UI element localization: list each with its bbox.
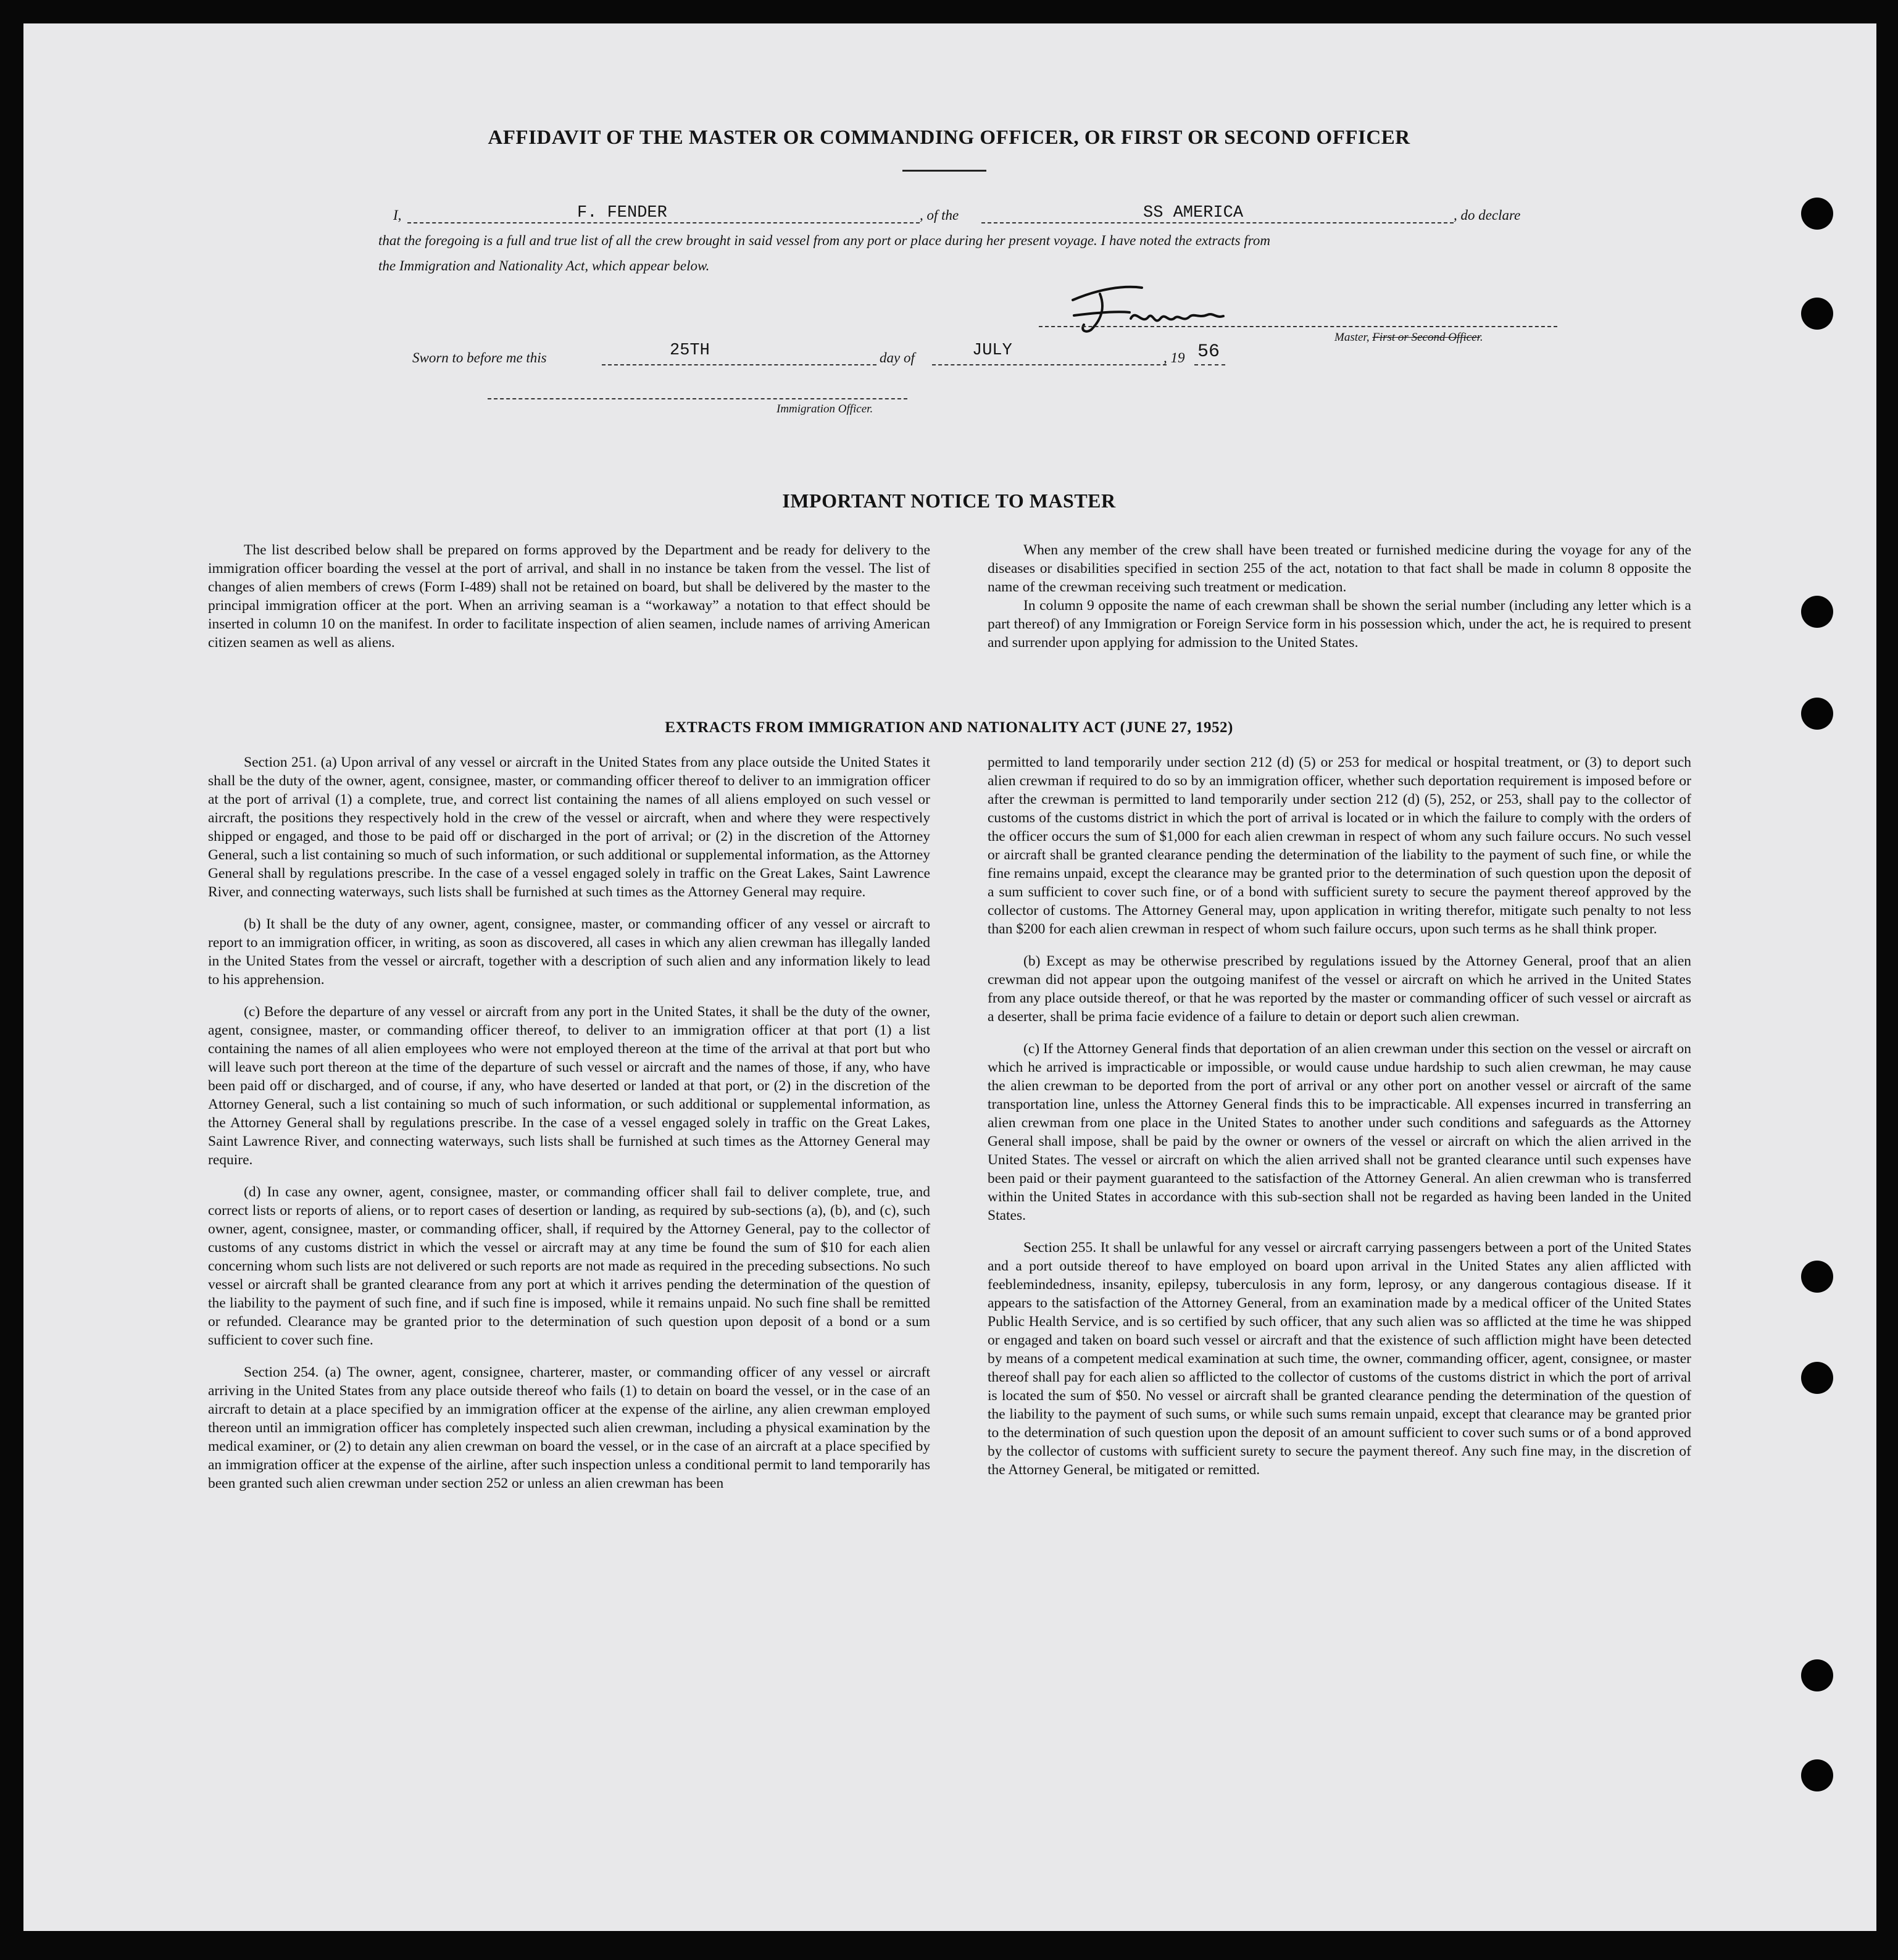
notice-heading: IMPORTANT NOTICE TO MASTER xyxy=(782,490,1116,512)
month-line xyxy=(932,364,1167,365)
signature-caption-struck: First or Second Officer xyxy=(1372,331,1480,344)
section-254-a: Section 254. (a) The owner, agent, consignee, charterer, master, or commanding officer of any vessel or aircraft arriving in the United States from any place outside thereof who fails (1) to detain on board the vessel, or in the case of an aircraft to detain at a place specified by an immigration officer at the expense of the airline, any alien crewman employed thereon until an immigration officer has completely inspected such alien crewman, including a physical examination by the medical examiner, or (2) to detain any alien crewman on board the vessel, or in the case of an aircraft at a place specified by an immigration officer at the expense of the airline, after such inspection unless a conditional permit to land temporarily has been granted such alien crewman under section 252 or unless an alien crewman has been xyxy=(208,1364,930,1491)
notice-right-text-2: In column 9 opposite the name of each crewman shall be shown the serial number (including any letter which is a part thereof) of any Immigration or Foreign Service form in his possession which, under the act, he is required to present and surrender upon applying for admission to the United States. xyxy=(988,598,1691,651)
signature-line xyxy=(1039,326,1557,327)
immigration-officer-label: Immigration Officer. xyxy=(776,402,873,415)
binder-hole xyxy=(1801,298,1833,330)
notice-right-column xyxy=(988,541,1691,665)
signature-caption xyxy=(1334,331,1483,344)
section-254-c: (c) If the Attorney General finds that deportation of an alien crewman under this section on the vessel or aircraft on which he arrived is impracticable or impossible, or would cause undue hardship to such alien crewman, he may cause the alien crewman to be deported from the port of arrival or any other port on another vessel or aircraft of the same transportation line, unless the Attorney General finds this to be impracticable. All expenses incurred in transferring an alien crewman from one place in the United States to another under such conditions and safeguards as the Attorney General shall impose, shall be paid by the owner or owners of the vessel or aircraft on which the alien arrived in the United States. The vessel or aircraft on which the alien arrived shall not be granted clearance until such expenses have been paid or their payment guaranteed to the satisfaction of the Attorney General. An alien crewman who is transferred within the United States in accordance with this sub-section shall not be regarded as having been landed in the United States. xyxy=(988,1041,1691,1224)
day-line xyxy=(602,364,876,365)
name-line xyxy=(407,222,920,223)
master-signature xyxy=(1062,281,1247,337)
notice-left-column xyxy=(208,541,930,665)
signature-caption-end: . xyxy=(1480,331,1483,344)
binder-hole xyxy=(1801,198,1833,230)
year-prefix: , 19 xyxy=(1163,350,1185,365)
do-declare-label: , do declare xyxy=(1454,207,1521,223)
section-251-c: (c) Before the departure of any vessel or aircraft from any port in the United States, it shall be the duty of the owner, agent, consignee, master, or commanding officer thereof, to deliver to an immigration officer at that port (1) a list containing the names of all alien employees who were not employed thereon at the time of the arrival at that port but who will leave such port thereon at the time of the departure of such vessel or aircraft and the names of those, if any, who have been paid off or discharged, and of course, if any, who have deserted or landed at that port, or (2) in the discretion of the Attorney General, such a list containing so much of such information, or such additional or supplemental information, as the Attorney General shall by regulations prescribe. In the case of a vessel engaged solely in traffic on the Great Lakes, Saint Lawrence River, and connecting waterways, such lists shall be furnished at such times as the Attorney General may require. xyxy=(208,1004,930,1168)
notice-right-text-1: When any member of the crew shall have been treated or furnished medicine during the voyage for any of the diseases or disabilities specified in section 255 of the act, notation to that fact shall be made in column 8 opposite the name of the crewman receiving such treatment or medication. xyxy=(988,542,1691,595)
year-line xyxy=(1194,364,1225,365)
sworn-month: JULY xyxy=(972,341,1012,360)
binder-hole xyxy=(1801,1759,1833,1791)
declaration-statement-1: that the foregoing is a full and true list of all the crew brought in said vessel from any port or place during her present voyage. I have noted the extracts from xyxy=(378,233,1270,248)
vessel-line xyxy=(981,222,1454,223)
section-251-d: (d) In case any owner, agent, consignee, master, or commanding officer shall fail to deliver complete, true, and correct lists or reports of aliens, or to report cases of desertion or landing, as required by sub-sections (a), (b), and (c), such owner, agent, consignee, master, or commanding officer, shall, if required by the Attorney General, pay to the collector of customs of any customs district in which the vessel or aircraft may at any time be found the sum of $10 for each alien concerning whom such lists are not delivered or such reports are not made as required in the preceding subsections. No such vessel or aircraft shall be granted clearance from any port at which it arrives pending the determination of the question of the liability to the payment of such fine, and if such fine is imposed, while it remains unpaid. No such fine shall be remitted or refunded. Clearance may be granted prior to the determination of such question upon deposit of a bond or a sum sufficient to cover such fine. xyxy=(208,1184,930,1348)
signature-caption-master: Master, xyxy=(1334,331,1370,344)
of-the-label: , of the xyxy=(920,207,959,223)
section-251-a: Section 251. (a) Upon arrival of any vessel or aircraft in the United States from any place outside the United States it shall be the duty of the owner, agent, consignee, master, or commanding officer thereof to deliver to an immigration officer at the port of arrival (1) a complete, true, and correct list containing the names of all aliens employed on such vessel or aircraft, the positions they respectively hold in the crew of the vessel or aircraft, when and where they were respectively shipped or engaged, and those to be paid off or discharged in the port of arrival; or (2) in the discretion of the Attorney General, such a list containing so much of such information, or such additional or supplemental information, as the Attorney General shall by regulations prescribe. In the case of a vessel engaged solely in traffic on the Great Lakes, Saint Lawrence River, and connecting waterways, such lists shall be furnished at such times as the Attorney General may require. xyxy=(208,754,930,900)
sworn-day: 25TH xyxy=(670,341,710,360)
extracts-heading: EXTRACTS FROM IMMIGRATION AND NATIONALITY ACT (JUNE 27, 1952) xyxy=(665,719,1233,736)
i-label: I, xyxy=(393,207,402,223)
day-of-label: day of xyxy=(880,350,915,365)
binder-hole xyxy=(1801,698,1833,730)
sworn-year: 56 xyxy=(1197,341,1220,362)
binder-hole xyxy=(1801,1362,1833,1394)
affidavit-title: AFFIDAVIT OF THE MASTER OR COMMANDING OFFICER, OR FIRST OR SECOND OFFICER xyxy=(488,127,1410,149)
extracts-right-column xyxy=(988,753,1691,1493)
section-254-a-continued: permitted to land temporarily under section 212 (d) (5) or 253 for medical or hospital treatment, or (3) to deport such alien crewman if required to do so by an immigration officer, whether such deportation requirement is imposed before or after the crewman is permitted to land temporarily under section 212 (d) (5), 252, or 253, shall pay to the collector of customs of the customs district in which the port of arrival is located or in which the failure to comply with the orders of the officer occurs the sum of $1,000 for each alien crewman in respect of whom any such failure occurs. No such vessel or aircraft shall be granted clearance pending the determination of the liability to the payment of such fine, or while the fine remains unpaid, except the clearance may be granted prior to the determination of such question upon the deposit of a sum sufficient to cover such fine, or of a bond with sufficient surety to secure the payment thereof approved by the collector of customs. The Attorney General may, upon application in writing therefor, mitigate such penalty to not less than $200 for each alien crewman in respect of whom such failure occurs, upon such terms as he shall think proper. xyxy=(988,754,1691,937)
master-name: F. FENDER xyxy=(577,204,667,222)
notice-left-text: The list described below shall be prepared on forms approved by the Department and be ready for delivery to the immigration officer boarding the vessel at the port of arrival, and shall in no instance be taken from the vessel. The list of changes of alien members of crews (Form I-489) shall not be retained on board, but shall be delivered by the master to the principal immigration officer at the port. When an arriving seaman is a “workaway” a notation to that effect should be inserted in column 10 on the manifest. In order to facilitate inspection of alien seamen, include names of arriving American citizen seamen as well as aliens. xyxy=(208,542,930,651)
section-255: Section 255. It shall be unlawful for any vessel or aircraft carrying passengers between a port of the United States and a port outside thereof to have employed on board upon arrival in the United States any alien afflicted with feeblemindedness, insanity, epilepsy, tuberculosis in any form, leprosy, or any dangerous contagious disease. If it appears to the satisfaction of the Attorney General, from an examination made by a medical officer of the United States Public Health Service, and is so certified by such officer, that any such alien was so afflicted at the time he was shipped or engaged and taken on board such vessel or aircraft and that the existence of such affliction might have been detected by means of a competent medical examination at such time, the owner, commanding officer, agent, consignee, or master thereof shall pay for each alien so afflicted to the collector of customs of the customs district in which the port of arrival is located the sum of $50. No vessel or aircraft shall be granted clearance pending the determination of the question of the liability to the payment of such sums, or while such sums remain unpaid, except that clearance may be granted prior to the determination of such question upon the deposit of an amount sufficient to cover such sums or of a bond approved by the collector of customs with sufficient surety to secure the payment thereof. Any such fine may, in the discretion of the Attorney General, be mitigated or remitted. xyxy=(988,1240,1691,1478)
title-underline xyxy=(902,170,986,172)
immigration-officer-line xyxy=(488,398,907,399)
sworn-label: Sworn to before me this xyxy=(412,350,547,365)
vessel-name: SS AMERICA xyxy=(1143,204,1244,222)
declaration-statement-2: the Immigration and Nationality Act, which appear below. xyxy=(378,258,710,273)
section-254-b: (b) Except as may be otherwise prescribed by regulations issued by the Attorney General, proof that an alien crewman did not appear upon the outgoing manifest of the vessel or aircraft on which he arrived in the United States from any place outside thereof, or that he was reported by the master or commanding officer of such vessel or aircraft as a deserter, shall be prima facie evidence of a failure to detain or deport such alien crewman. xyxy=(988,953,1691,1025)
extracts-left-column xyxy=(208,753,930,1506)
binder-hole xyxy=(1801,1659,1833,1691)
binder-hole xyxy=(1801,596,1833,628)
binder-hole xyxy=(1801,1261,1833,1293)
section-251-b: (b) It shall be the duty of any owner, agent, consignee, master, or commanding officer of any vessel or aircraft to report to an immigration officer, in writing, as soon as discovered, all cases in which any alien crewman has illegally landed in the United States from the vessel or aircraft, together with a description of such alien and any information likely to lead to his apprehension. xyxy=(208,916,930,988)
